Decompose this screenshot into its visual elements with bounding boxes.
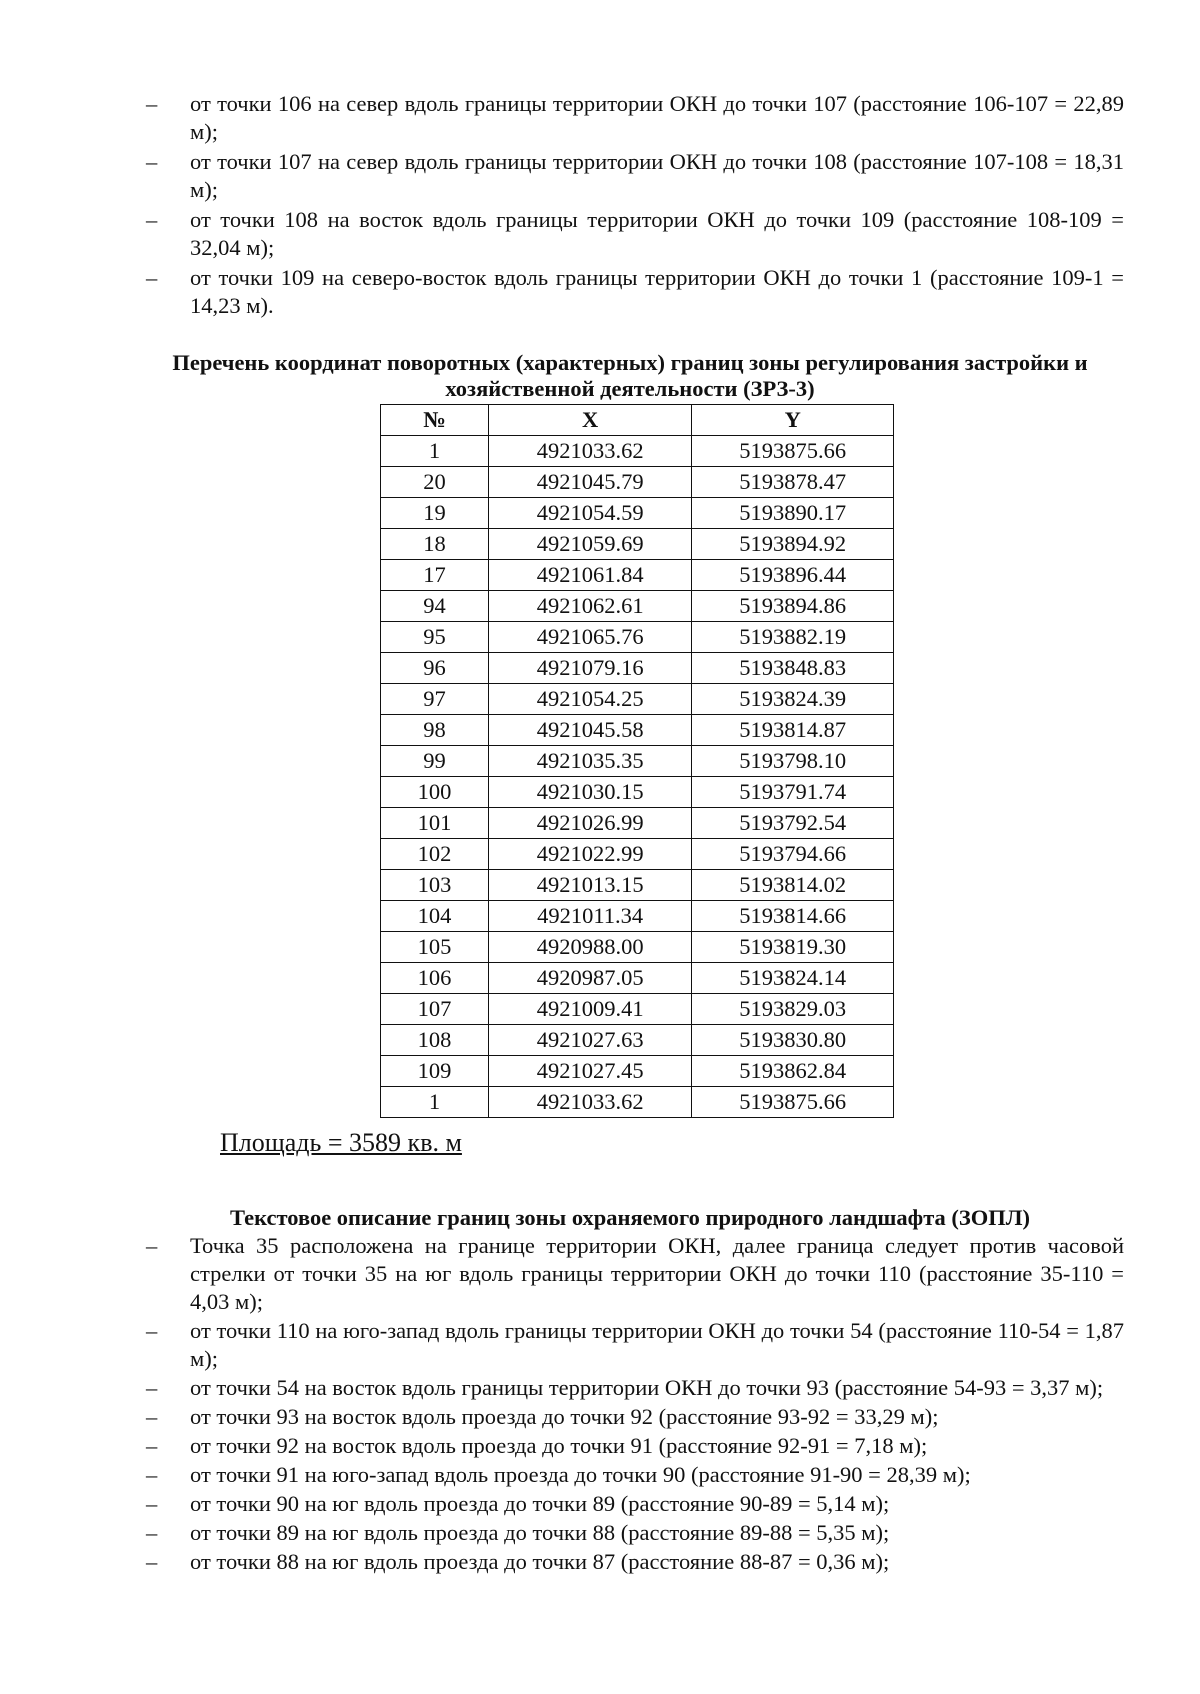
table-row bbox=[381, 932, 894, 963]
list-item: – от точки 92 на восток вдоль проезда до точки 91 (расстояние 92-91 = 7,18 м); bbox=[146, 1432, 1124, 1460]
list-item: – от точки 106 на север вдоль границы территории ОКН до точки 107 (расстояние 106-107 = 22,89 м); bbox=[146, 90, 1124, 146]
y-value: 5193862.84 bbox=[692, 1056, 894, 1087]
y-value: 5193896.44 bbox=[692, 560, 894, 591]
point-number: 105 bbox=[381, 932, 489, 963]
table-header-row bbox=[381, 405, 894, 436]
point-number: 103 bbox=[381, 870, 489, 901]
list-item: – от точки 107 на север вдоль границы территории ОКН до точки 108 (расстояние 107-108 = 18,31 м); bbox=[146, 148, 1124, 204]
x-value: 4921059.69 bbox=[488, 529, 692, 560]
x-value: 4921033.62 bbox=[488, 436, 692, 467]
y-value: 5193798.10 bbox=[692, 746, 894, 777]
table-row bbox=[381, 591, 894, 622]
list-item: – от точки 88 на юг вдоль проезда до точки 87 (расстояние 88-87 = 0,36 м); bbox=[146, 1548, 1124, 1576]
y-value: 5193791.74 bbox=[692, 777, 894, 808]
zopl-title: Текстовое описание границ зоны охраняемого природного ландшафта (ЗОПЛ) bbox=[229, 1205, 1031, 1230]
point-number: 104 bbox=[381, 901, 489, 932]
y-value: 5193814.02 bbox=[692, 870, 894, 901]
x-value: 4921009.41 bbox=[488, 994, 692, 1025]
point-number: 17 bbox=[381, 560, 489, 591]
table-row bbox=[381, 1087, 894, 1118]
x-value: 4921061.84 bbox=[488, 560, 692, 591]
x-value: 4921035.35 bbox=[488, 746, 692, 777]
table-row bbox=[381, 467, 894, 498]
point-number: 96 bbox=[381, 653, 489, 684]
x-value: 4921030.15 bbox=[488, 777, 692, 808]
table-row bbox=[381, 560, 894, 591]
y-value: 5193882.19 bbox=[692, 622, 894, 653]
coordinates-title: Перечень координат поворотных (характерных) границ зоны регулирования застройки и хозяйственной деятельности (ЗРЗ-3) bbox=[172, 350, 1088, 401]
table-row bbox=[381, 1025, 894, 1056]
table-row bbox=[381, 777, 894, 808]
point-number: 18 bbox=[381, 529, 489, 560]
y-value: 5193814.87 bbox=[692, 715, 894, 746]
x-value: 4921022.99 bbox=[488, 839, 692, 870]
point-number: 106 bbox=[381, 963, 489, 994]
list-item: – от точки 110 на юго-запад вдоль границы территории ОКН до точки 54 (расстояние 110-54 = 1,87 м); bbox=[146, 1317, 1124, 1373]
x-value: 4921026.99 bbox=[488, 808, 692, 839]
table-row bbox=[381, 436, 894, 467]
table-row bbox=[381, 622, 894, 653]
point-number: 99 bbox=[381, 746, 489, 777]
table-row bbox=[381, 498, 894, 529]
coordinates-table bbox=[380, 404, 894, 1118]
x-value: 4921011.34 bbox=[488, 901, 692, 932]
y-value: 5193848.83 bbox=[692, 653, 894, 684]
point-number: 108 bbox=[381, 1025, 489, 1056]
table-row bbox=[381, 746, 894, 777]
x-value: 4920987.05 bbox=[488, 963, 692, 994]
boundary-list-top bbox=[146, 90, 1124, 322]
y-value: 5193824.39 bbox=[692, 684, 894, 715]
list-item: – от точки 90 на юг вдоль проезда до точки 89 (расстояние 90-89 = 5,14 м); bbox=[146, 1490, 1124, 1518]
x-value: 4921013.15 bbox=[488, 870, 692, 901]
point-number: 109 bbox=[381, 1056, 489, 1087]
list-item: – от точки 109 на северо-восток вдоль границы территории ОКН до точки 1 (расстояние 109-1 = 14,23 м). bbox=[146, 264, 1124, 320]
y-value: 5193875.66 bbox=[692, 1087, 894, 1118]
table-row bbox=[381, 839, 894, 870]
table-row bbox=[381, 1056, 894, 1087]
point-number: 20 bbox=[381, 467, 489, 498]
point-number: 102 bbox=[381, 839, 489, 870]
x-value: 4920988.00 bbox=[488, 932, 692, 963]
x-value: 4921079.16 bbox=[488, 653, 692, 684]
point-number: 107 bbox=[381, 994, 489, 1025]
table-row bbox=[381, 653, 894, 684]
boundary-list-bottom bbox=[146, 1232, 1124, 1577]
table-row bbox=[381, 529, 894, 560]
area-label: Площадь = 3589 кв. м bbox=[220, 1128, 462, 1157]
y-value: 5193830.80 bbox=[692, 1025, 894, 1056]
header-x: X bbox=[488, 405, 692, 436]
x-value: 4921045.79 bbox=[488, 467, 692, 498]
y-value: 5193829.03 bbox=[692, 994, 894, 1025]
x-value: 4921027.45 bbox=[488, 1056, 692, 1087]
point-number: 1 bbox=[381, 436, 489, 467]
header-y: Y bbox=[692, 405, 894, 436]
y-value: 5193894.92 bbox=[692, 529, 894, 560]
table-row bbox=[381, 901, 894, 932]
list-item: – от точки 89 на юг вдоль проезда до точки 88 (расстояние 89-88 = 5,35 м); bbox=[146, 1519, 1124, 1547]
list-item: – от точки 54 на восток вдоль границы территории ОКН до точки 93 (расстояние 54-93 = 3,37 м); bbox=[146, 1374, 1124, 1402]
y-value: 5193878.47 bbox=[692, 467, 894, 498]
table-row bbox=[381, 870, 894, 901]
y-value: 5193894.86 bbox=[692, 591, 894, 622]
list-item: – от точки 93 на восток вдоль проезда до точки 92 (расстояние 93-92 = 33,29 м); bbox=[146, 1403, 1124, 1431]
table-row bbox=[381, 715, 894, 746]
x-value: 4921033.62 bbox=[488, 1087, 692, 1118]
y-value: 5193875.66 bbox=[692, 436, 894, 467]
point-number: 95 bbox=[381, 622, 489, 653]
x-value: 4921054.59 bbox=[488, 498, 692, 529]
table-row bbox=[381, 994, 894, 1025]
table-row bbox=[381, 684, 894, 715]
y-value: 5193792.54 bbox=[692, 808, 894, 839]
point-number: 19 bbox=[381, 498, 489, 529]
point-number: 1 bbox=[381, 1087, 489, 1118]
x-value: 4921054.25 bbox=[488, 684, 692, 715]
y-value: 5193794.66 bbox=[692, 839, 894, 870]
x-value: 4921065.76 bbox=[488, 622, 692, 653]
list-item: – от точки 91 на юго-запад вдоль проезда до точки 90 (расстояние 91-90 = 28,39 м); bbox=[146, 1461, 1124, 1489]
y-value: 5193824.14 bbox=[692, 963, 894, 994]
y-value: 5193814.66 bbox=[692, 901, 894, 932]
header-number: № bbox=[381, 405, 489, 436]
point-number: 94 bbox=[381, 591, 489, 622]
table-row bbox=[381, 963, 894, 994]
point-number: 100 bbox=[381, 777, 489, 808]
point-number: 101 bbox=[381, 808, 489, 839]
y-value: 5193819.30 bbox=[692, 932, 894, 963]
point-number: 98 bbox=[381, 715, 489, 746]
point-number: 97 bbox=[381, 684, 489, 715]
list-item: – от точки 108 на восток вдоль границы территории ОКН до точки 109 (расстояние 108-109 = 32,04 м); bbox=[146, 206, 1124, 262]
y-value: 5193890.17 bbox=[692, 498, 894, 529]
x-value: 4921062.61 bbox=[488, 591, 692, 622]
table-row bbox=[381, 808, 894, 839]
list-item: – Точка 35 расположена на границе территории ОКН, далее граница следует против часовой стрелки от точки 35 на юг вдоль границы территории ОКН до точки 110 (расстояние 35-110 = 4,03 м); bbox=[146, 1232, 1124, 1316]
x-value: 4921027.63 bbox=[488, 1025, 692, 1056]
x-value: 4921045.58 bbox=[488, 715, 692, 746]
